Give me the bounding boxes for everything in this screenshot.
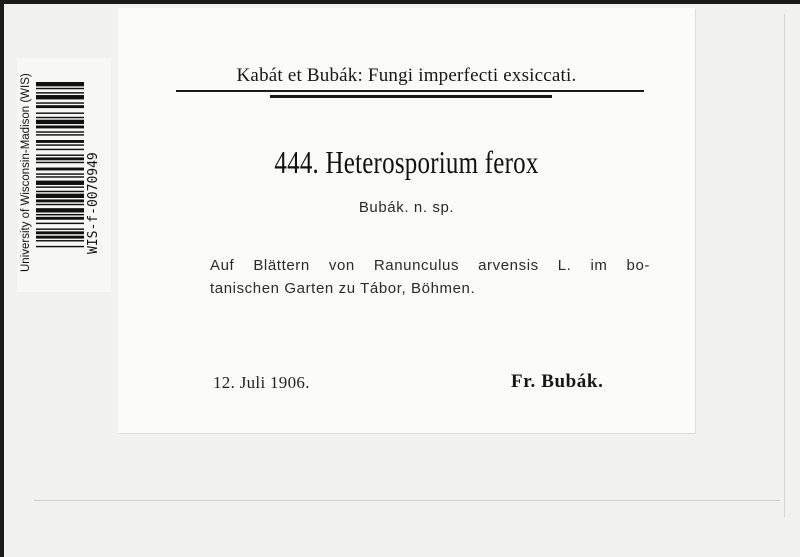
barcode-graphic [36, 82, 84, 292]
barcode-bar [36, 168, 84, 171]
barcode-bar [36, 194, 84, 198]
barcode-bar [36, 228, 84, 229]
sheet-fold-line [34, 500, 780, 501]
catalog-number: WIS-f-0070949 [86, 152, 101, 254]
barcode-bar [36, 120, 84, 124]
locality-line: Auf Blättern von Ranunculus arvensis L. im bo- [210, 257, 650, 274]
barcode-bar [36, 173, 84, 174]
barcode-bar [36, 208, 84, 212]
barcode-bar [36, 149, 84, 150]
barcode-bar [36, 155, 84, 156]
collection-date: 12. Juli 1906. [213, 373, 310, 392]
barcode-bar [36, 214, 84, 215]
barcode-bar [36, 92, 84, 93]
barcode-bar [36, 88, 84, 89]
barcode-bar [36, 134, 84, 135]
barcode-bar [36, 199, 84, 202]
barcode-bar [36, 246, 84, 247]
title-rule-thin [176, 90, 644, 92]
barcode-bar [36, 95, 84, 99]
series-title: Kabát et Bubák: Fungi imperfecti exsiccati. [236, 65, 577, 86]
barcode-bar [36, 236, 84, 239]
barcode-bar [36, 176, 84, 177]
barcode-bar [36, 223, 84, 224]
locality-line: tanischen Garten zu Tábor, Böhmen. [210, 280, 476, 297]
barcode-bar [36, 181, 84, 185]
species-authority: Bubák. n. sp. [358, 199, 455, 216]
barcode-bar [36, 131, 84, 132]
barcode-bar [36, 231, 84, 234]
locality-text [210, 254, 650, 300]
institution-text: University of Wisconsin-Madison (WIS) [20, 73, 32, 273]
collector-name: Fr. Bubák. [511, 371, 604, 392]
barcode-bar [36, 186, 84, 187]
barcode-bar [36, 105, 84, 108]
barcode-bar [36, 217, 84, 220]
barcode-bar [36, 191, 84, 192]
sheet-edge-line [784, 14, 785, 517]
barcode-bar [36, 144, 84, 145]
barcode-bar [36, 140, 84, 143]
barcode-bar [36, 126, 84, 129]
barcode-bar [36, 117, 84, 118]
barcode-bar [36, 162, 84, 163]
barcode-bar [36, 102, 84, 103]
barcode-bar [36, 82, 84, 86]
barcode-bar [36, 204, 84, 205]
species-name: 444. Heterosporium ferox [274, 144, 539, 180]
specimen-label [118, 8, 695, 433]
barcode-bar [36, 240, 84, 241]
title-rule-thick [270, 95, 552, 98]
barcode-bar [36, 157, 84, 160]
barcode-bar [36, 112, 84, 113]
